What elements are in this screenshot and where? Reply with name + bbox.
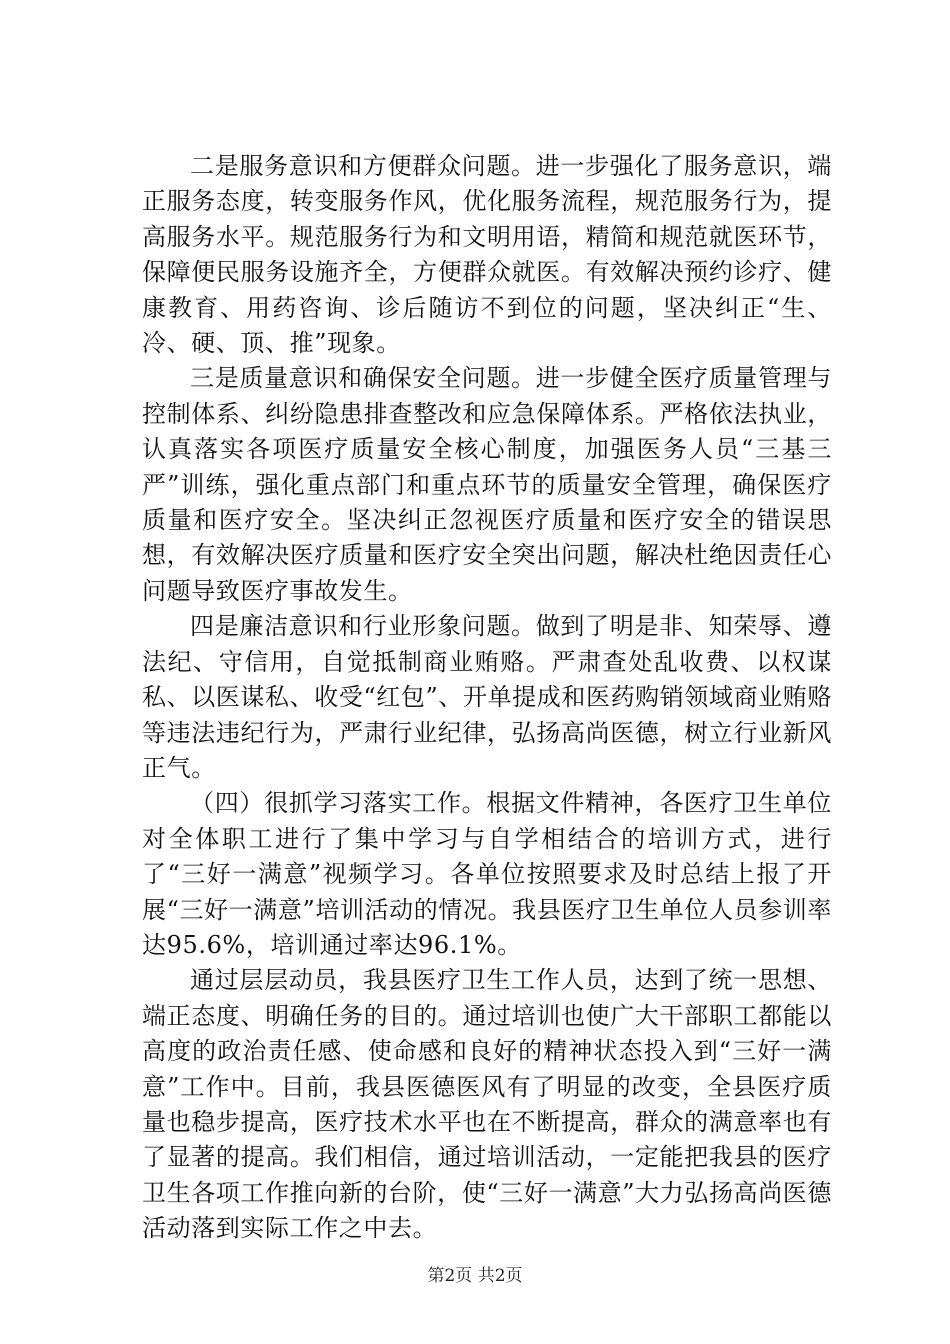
paragraph-study-implementation: （四）很抓学习落实工作。根据文件精神，各医疗卫生单位对全体职工进行了集中学习与自学相结合的培训方式，进行了“三好一满意”视频学习。各单位按照要求及时总结上报了开展“三好一满意”培训活动的情况。我县医疗卫生单位人员参训率达95.6%，培训通过率达96.1%。 [142,789,832,959]
paragraph-integrity-image: 四是廉洁意识和行业形象问题。做到了明是非、知荣辱、遵法纪、守信用，自觉抵制商业贿赂。严肃查处乱收费、以权谋私、以医谋私、收受“红包”、开单提成和医药购销领域商业贿赂等违法违纪行为，严肃行业纪律，弘扬高尚医德，树立行业新风正气。 [142,612,832,782]
paragraph-conclusion: 通过层层动员，我县医疗卫生工作人员，达到了统一思想、端正态度、明确任务的目的。通过培训也使广大干部职工都能以高度的政治责任感、使命感和良好的精神状态投入到“三好一满意”工作中。目前，我县医德医风有了明显的改变，全县医疗质量也稳步提高，医疗技术水平也在不断提高，群众的满意率也有了显著的提高。我们相信，通过培训活动，一定能把我县的医疗卫生各项工作推向新的台阶，使“三好一满意”大力弘扬高尚医德活动落到实际工作之中去。 [142,966,832,1243]
paragraph-service-awareness: 二是服务意识和方便群众问题。进一步强化了服务意识，端正服务态度，转变服务作风，优化服务流程，规范服务行为，提高服务水平。规范服务行为和文明用语，精简和规范就医环节，保障便民服务设施齐全，方便群众就医。有效解决预约诊疗、健康教育、用药咨询、诊后随访不到位的问题，坚决纠正“生、冷、硬、顶、推”现象。 [142,152,832,358]
document-body [142,149,832,1247]
page-footer: 第2页 共2页 [427,1266,523,1286]
paragraph-quality-safety: 三是质量意识和确保安全问题。进一步健全医疗质量管理与控制体系、纠纷隐患排查整改和应急保障体系。严格依法执业，认真落实各项医疗质量安全核心制度，加强医务人员“三基三严”训练，强化重点部门和重点环节的质量安全管理，确保医疗质量和医疗安全。坚决纠正忽视医疗质量和医疗安全的错误思想，有效解决医疗质量和医疗安全突出问题，解决杜绝因责任心问题导致医疗事故发生。 [142,364,832,605]
